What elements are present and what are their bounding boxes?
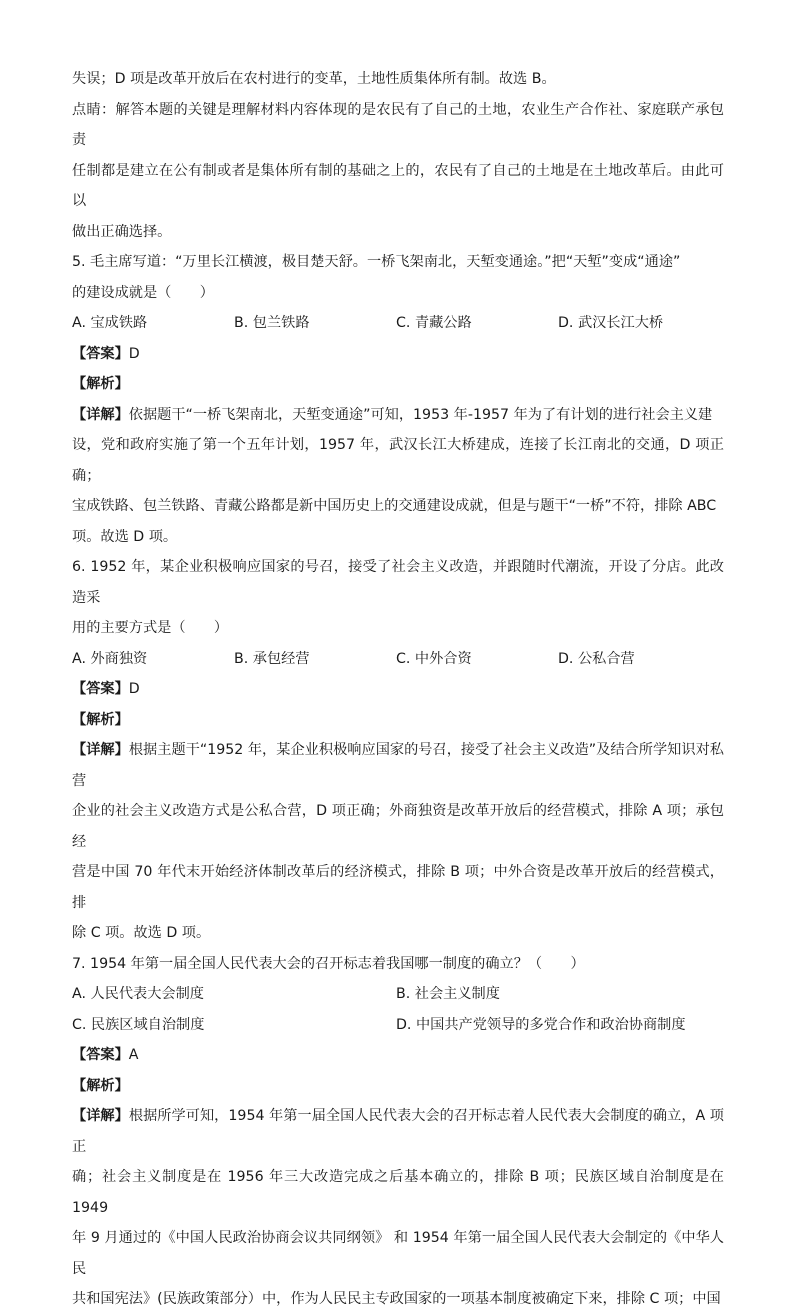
- analysis-tag: 【解析】: [72, 1077, 129, 1094]
- analysis-tag: 【解析】: [72, 376, 129, 392]
- detail-line: 项。故选 D 项。: [72, 528, 178, 545]
- question-6-stem: 6. 1952 年，某企业积极响应国家的号召，接受了社会主义改造，并跟随时代潮流，开设了分店。此改造采: [72, 559, 724, 606]
- question-7-stem: 7. 1954 年第一届全国人民代表大会的召开标志着我国哪一制度的确立？（ ）: [72, 955, 585, 972]
- option-d: D. 公私合营: [558, 650, 635, 667]
- detail-line: 除 C 项。故选 D 项。: [72, 925, 211, 941]
- question-5-stem: 5. 毛主席写道：“万里长江横渡，极目楚天舒。一桥飞架南北，天堑变通途。”把“天堑”变成“通途”: [72, 254, 681, 270]
- detail-tag: 【详解】: [72, 742, 129, 758]
- detail-line: 确；社会主义制度是在 1956 年三大改造完成之后基本确立的，排除 B 项；民族区域自治制度是在 1949: [72, 1169, 724, 1216]
- detail-tag: 【详解】: [72, 1108, 129, 1124]
- question-6-stem: 用的主要方式是（ ）: [72, 620, 229, 636]
- detail-line: 【详解】根据所学可知，1954 年第一届全国人民代表大会的召开标志着人民代表大会制度的确立，A 项正: [72, 1108, 724, 1155]
- option-a: A. 宝成铁路: [72, 315, 148, 331]
- answer-value: D: [128, 681, 140, 697]
- detail-line: 营是中国 70 年代末开始经济体制改革后的经济模式，排除 B 项；中外合资是改革开放后的经营模式，排: [72, 864, 724, 911]
- option-a: A. 外商独资: [72, 650, 148, 667]
- question-7-options-row1: [72, 979, 724, 1010]
- analysis-tag: 【解析】: [72, 711, 129, 728]
- answer-tag: 【答案】: [72, 681, 129, 697]
- detail-line: 【详解】依据题干“一桥飞架南北，天堑变通途”可知，1953 年-1957 年为了有计划的进行社会主义建: [72, 406, 713, 423]
- option-c: C. 青藏公路: [396, 315, 472, 331]
- detail-line: 【详解】根据主题干“1952 年，某企业积极响应国家的号召，接受了社会主义改造”及结合所学知识对私营: [72, 742, 724, 789]
- answer-line: [72, 674, 724, 705]
- detail-line: 年 9 月通过的《中国人民政治协商会议共同纲领》 和 1954 年第一届全国人民代表大会制定的《中华人民: [72, 1230, 724, 1277]
- detail-line: 宝成铁路、包兰铁路、青藏公路都是新中国历史上的交通建设成就，但是与题干“一桥”不符，排除 ABC: [72, 498, 717, 514]
- text-line: 任制都是建立在公有制或者是集体所有制的基础之上的，农民有了自己的土地是在土地改革后。由此可以: [72, 162, 724, 209]
- question-5-options: [72, 308, 724, 339]
- option-a: A. 人民代表大会制度: [72, 986, 204, 1002]
- document-page: [72, 64, 724, 1315]
- detail-line: 企业的社会主义改造方式是公私合营，D 项正确；外商独资是改革开放后的经营模式，排除 A 项；承包经: [72, 803, 724, 850]
- option-b: B. 承包经营: [234, 650, 310, 667]
- option-c: C. 中外合资: [396, 650, 472, 667]
- question-6-options: [72, 644, 724, 675]
- answer-value: D: [128, 345, 140, 362]
- option-b: B. 包兰铁路: [234, 315, 310, 331]
- text-line: 失误；D 项是改革开放后在农村进行的变革，土地性质集体所有制。故选 B。: [72, 71, 556, 87]
- text-line: 点睛：解答本题的关键是理解材料内容体现的是农民有了自己的土地，农业生产合作社、家庭联产承包责: [72, 101, 724, 148]
- answer-line: [72, 339, 724, 370]
- answer-value: A: [128, 1047, 139, 1063]
- text-line: 做出正确选择。: [72, 223, 172, 240]
- question-5-stem: 的建设成就是（ ）: [72, 284, 214, 301]
- detail-line: 共和国宪法》(民族政策部分）中，作为人民民主专政国家的一项基本制度被确定下来，排除 C 项；中国: [72, 1291, 721, 1307]
- option-c: C. 民族区域自治制度: [72, 1016, 205, 1033]
- answer-tag: 【答案】: [72, 1047, 129, 1063]
- detail-line: 设，党和政府实施了第一个五年计划，1957 年，武汉长江大桥建成，连接了长江南北的交通，D 项正确；: [72, 437, 724, 484]
- detail-tag: 【详解】: [72, 406, 129, 423]
- answer-tag: 【答案】: [72, 345, 129, 362]
- option-b: B. 社会主义制度: [396, 986, 500, 1002]
- option-d: D. 武汉长江大桥: [558, 315, 664, 331]
- option-d: D. 中国共产党领导的多党合作和政治协商制度: [396, 1016, 686, 1033]
- question-7-options-row2: [72, 1010, 724, 1041]
- answer-line: [72, 1040, 724, 1071]
